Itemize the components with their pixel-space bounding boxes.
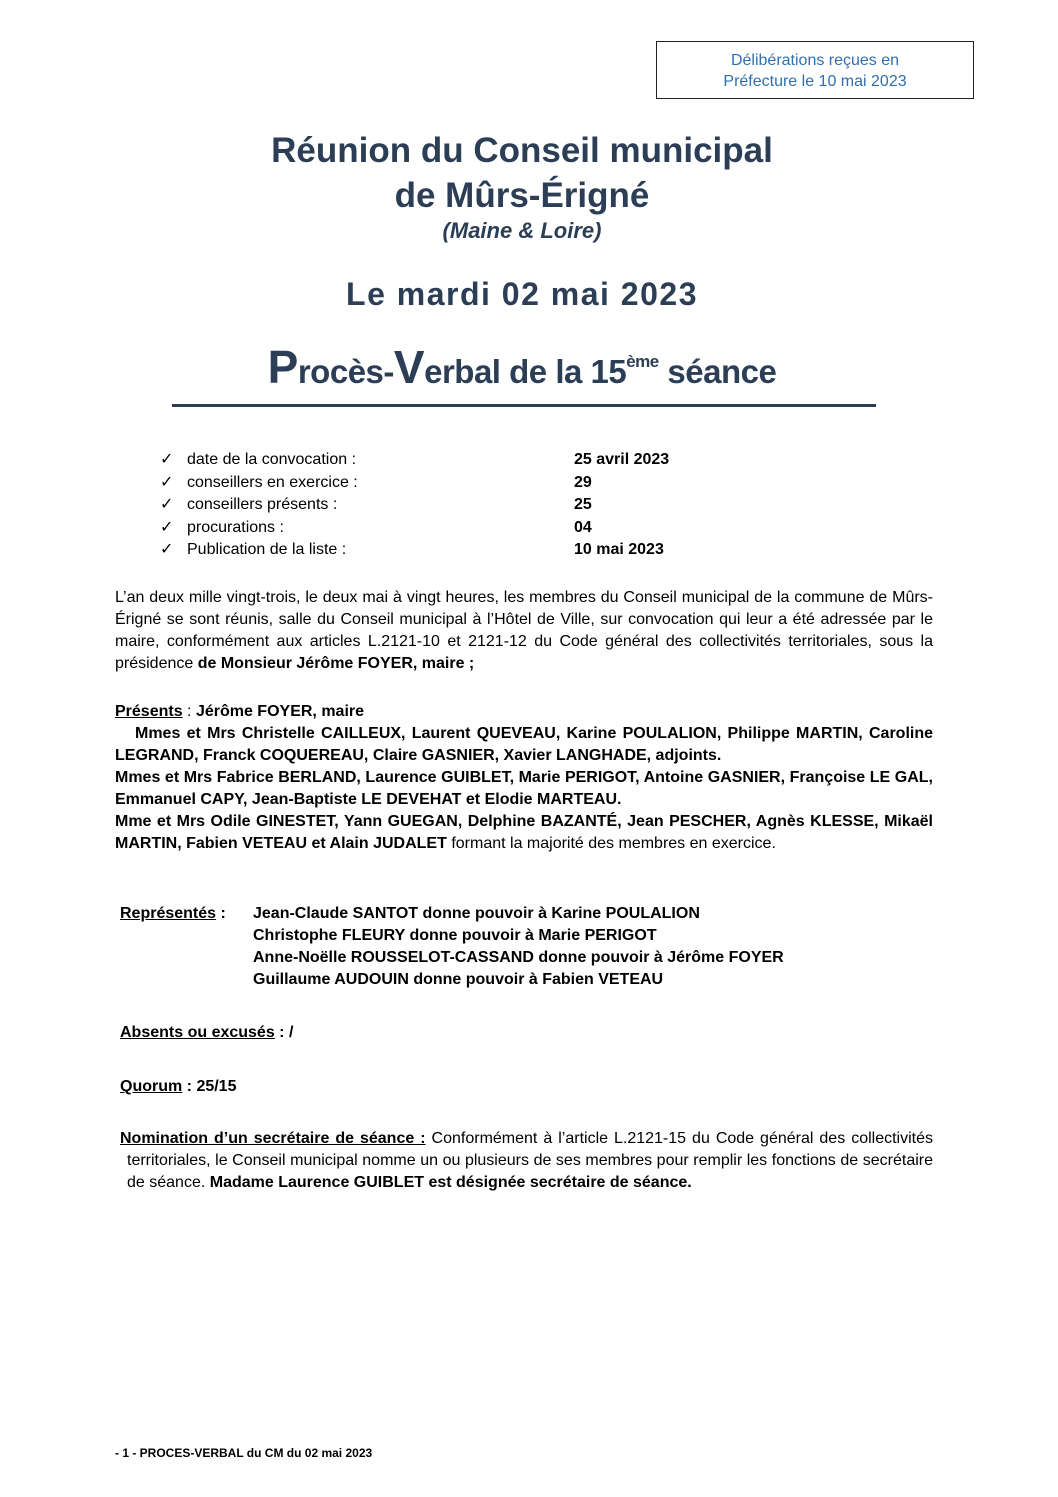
representes-label-cell: [120, 903, 253, 991]
intro-text: L’an deux mille vingt-trois, le deux mai à vingt heures, les membres du Conseil municipal de la commune de Mûrs-Érigné se sont réunis, salle du Conseil municipal à l’Hôtel de Ville, sur convocation qui leur a été adressée par le maire, conformément aux articles L.2121-10 et 2121-12 du Code général des collectivités territoriales, sous la présidence: [115, 589, 933, 672]
representes-label: Représentés: [120, 905, 217, 922]
info-label: conseillers présents :: [187, 496, 338, 514]
checkmark-icon: ✓: [160, 496, 174, 514]
stamp-line-1: Délibérations reçues en: [730, 52, 900, 69]
heading-divider: [172, 404, 876, 407]
info-label: conseillers en exercice :: [187, 473, 358, 491]
presents-sep: :: [182, 703, 196, 720]
checkmark-icon: ✓: [160, 473, 174, 491]
page-footer: - 1 - PROCES-VERBAL du CM du 02 mai 2023: [115, 1446, 373, 1460]
presents-mayor: Jérôme FOYER, maire: [195, 703, 365, 720]
info-value: 04: [574, 518, 592, 536]
pv-superscript: ème: [626, 352, 659, 371]
info-label: Publication de la liste :: [187, 541, 347, 559]
checkmark-icon: ✓: [160, 451, 174, 468]
meeting-info-list: [160, 449, 669, 562]
group-3-tail: formant la majorité des membres en exercice.: [446, 835, 776, 852]
info-value: 10 mai 2023: [574, 541, 664, 559]
presents-group-3: [115, 811, 933, 855]
pv-part-2: erbal de la 15: [424, 353, 627, 390]
absents-label: Absents ou excusés: [120, 1024, 275, 1041]
info-value: 29: [574, 473, 592, 491]
info-value: 25 avril 2023: [574, 451, 670, 468]
representes-section: [120, 903, 932, 991]
nomination-secretary: Madame Laurence GUIBLET est désignée secrétaire de séance.: [209, 1174, 692, 1191]
presents-adjoints: [115, 723, 933, 767]
meeting-date: Le mardi 02 mai 2023: [346, 276, 698, 312]
info-row-conseillers-exercice: [160, 472, 669, 495]
group-2-text: Mmes et Mrs Fabrice BERLAND, Laurence GUIBLET, Marie PERIGOT, Antoine GASNIER, Françoise LE GAL, Emmanuel CAPY, Jean-Baptiste LE DEVEHAT et Elodie MARTEAU.: [115, 769, 933, 808]
presents-section: [115, 701, 933, 855]
quorum-value: : 25/15: [182, 1078, 237, 1095]
pv-initial-p: P: [267, 341, 298, 393]
info-row-convocation: [160, 449, 669, 472]
proces-verbal-heading: [120, 340, 924, 396]
absents-value: : /: [274, 1024, 294, 1041]
pv-initial-v: V: [393, 341, 425, 393]
proxy-item: Guillaume AUDOUIN donne pouvoir à Fabien VETEAU: [253, 971, 664, 988]
quorum-label: Quorum: [120, 1078, 183, 1095]
checkmark-icon: ✓: [160, 541, 174, 559]
stamp-line-2: Préfecture le 10 mai 2023: [723, 73, 907, 90]
info-value: 25: [574, 496, 592, 514]
proxy-item: Christophe FLEURY donne pouvoir à Marie PERIGOT: [253, 927, 657, 944]
proxy-item: Jean-Claude SANTOT donne pouvoir à Karine POULALION: [253, 905, 700, 922]
info-row-conseillers-presents: [160, 494, 669, 517]
presents-first-line: [115, 701, 933, 723]
department-subtitle: (Maine & Loire): [442, 218, 602, 243]
checkmark-icon: ✓: [160, 518, 174, 536]
nomination-label: Nomination d’un secrétaire de séance :: [120, 1130, 426, 1147]
presents-label: Présents: [115, 703, 183, 720]
group-3-text: Mme et Mrs Odile GINESTET, Yann GUEGAN, Delphine BAZANTÉ, Jean PESCHER, Agnès KLESSE, Mikaël MARTIN, Fabien VETEAU et Alain JUDALET: [115, 813, 933, 852]
representes-sep: :: [216, 905, 226, 922]
representes-list: [253, 903, 784, 991]
absents-line: [120, 1022, 293, 1044]
info-label: date de la convocation :: [187, 451, 357, 468]
nomination-paragraph: [120, 1128, 933, 1194]
info-label: procurations :: [187, 518, 284, 536]
title-line-1: Réunion du Conseil municipal: [271, 131, 773, 170]
info-row-procurations: [160, 517, 669, 540]
pv-part-3: séance: [658, 353, 777, 390]
title-line-2: de Mûrs-Érigné: [394, 176, 650, 215]
prefecture-stamp: [656, 41, 974, 99]
nomination-text: Conformément à l’article L.2121-15 du Code général des collectivités territoriales, le Conseil municipal nomme un ou plusieurs de ses membres pour remplir les fonctions de secrétaire de séance.: [127, 1130, 933, 1191]
intro-paragraph: [115, 587, 933, 675]
adjoints-text: Mmes et Mrs Christelle CAILLEUX, Laurent QUEVEAU, Karine POULALION, Philippe MARTIN, Caroline LEGRAND, Franck COQUEREAU, Claire GASNIER, Xavier LANGHADE, adjoints.: [115, 725, 933, 764]
quorum-line: [120, 1076, 236, 1098]
proxy-item: Anne-Noëlle ROUSSELOT-CASSAND donne pouvoir à Jérôme FOYER: [253, 949, 784, 966]
pv-part-1: rocès-: [297, 353, 394, 390]
presents-group-2: [115, 767, 933, 811]
info-row-publication: [160, 539, 669, 562]
intro-president: de Monsieur Jérôme FOYER, maire ;: [197, 655, 475, 672]
